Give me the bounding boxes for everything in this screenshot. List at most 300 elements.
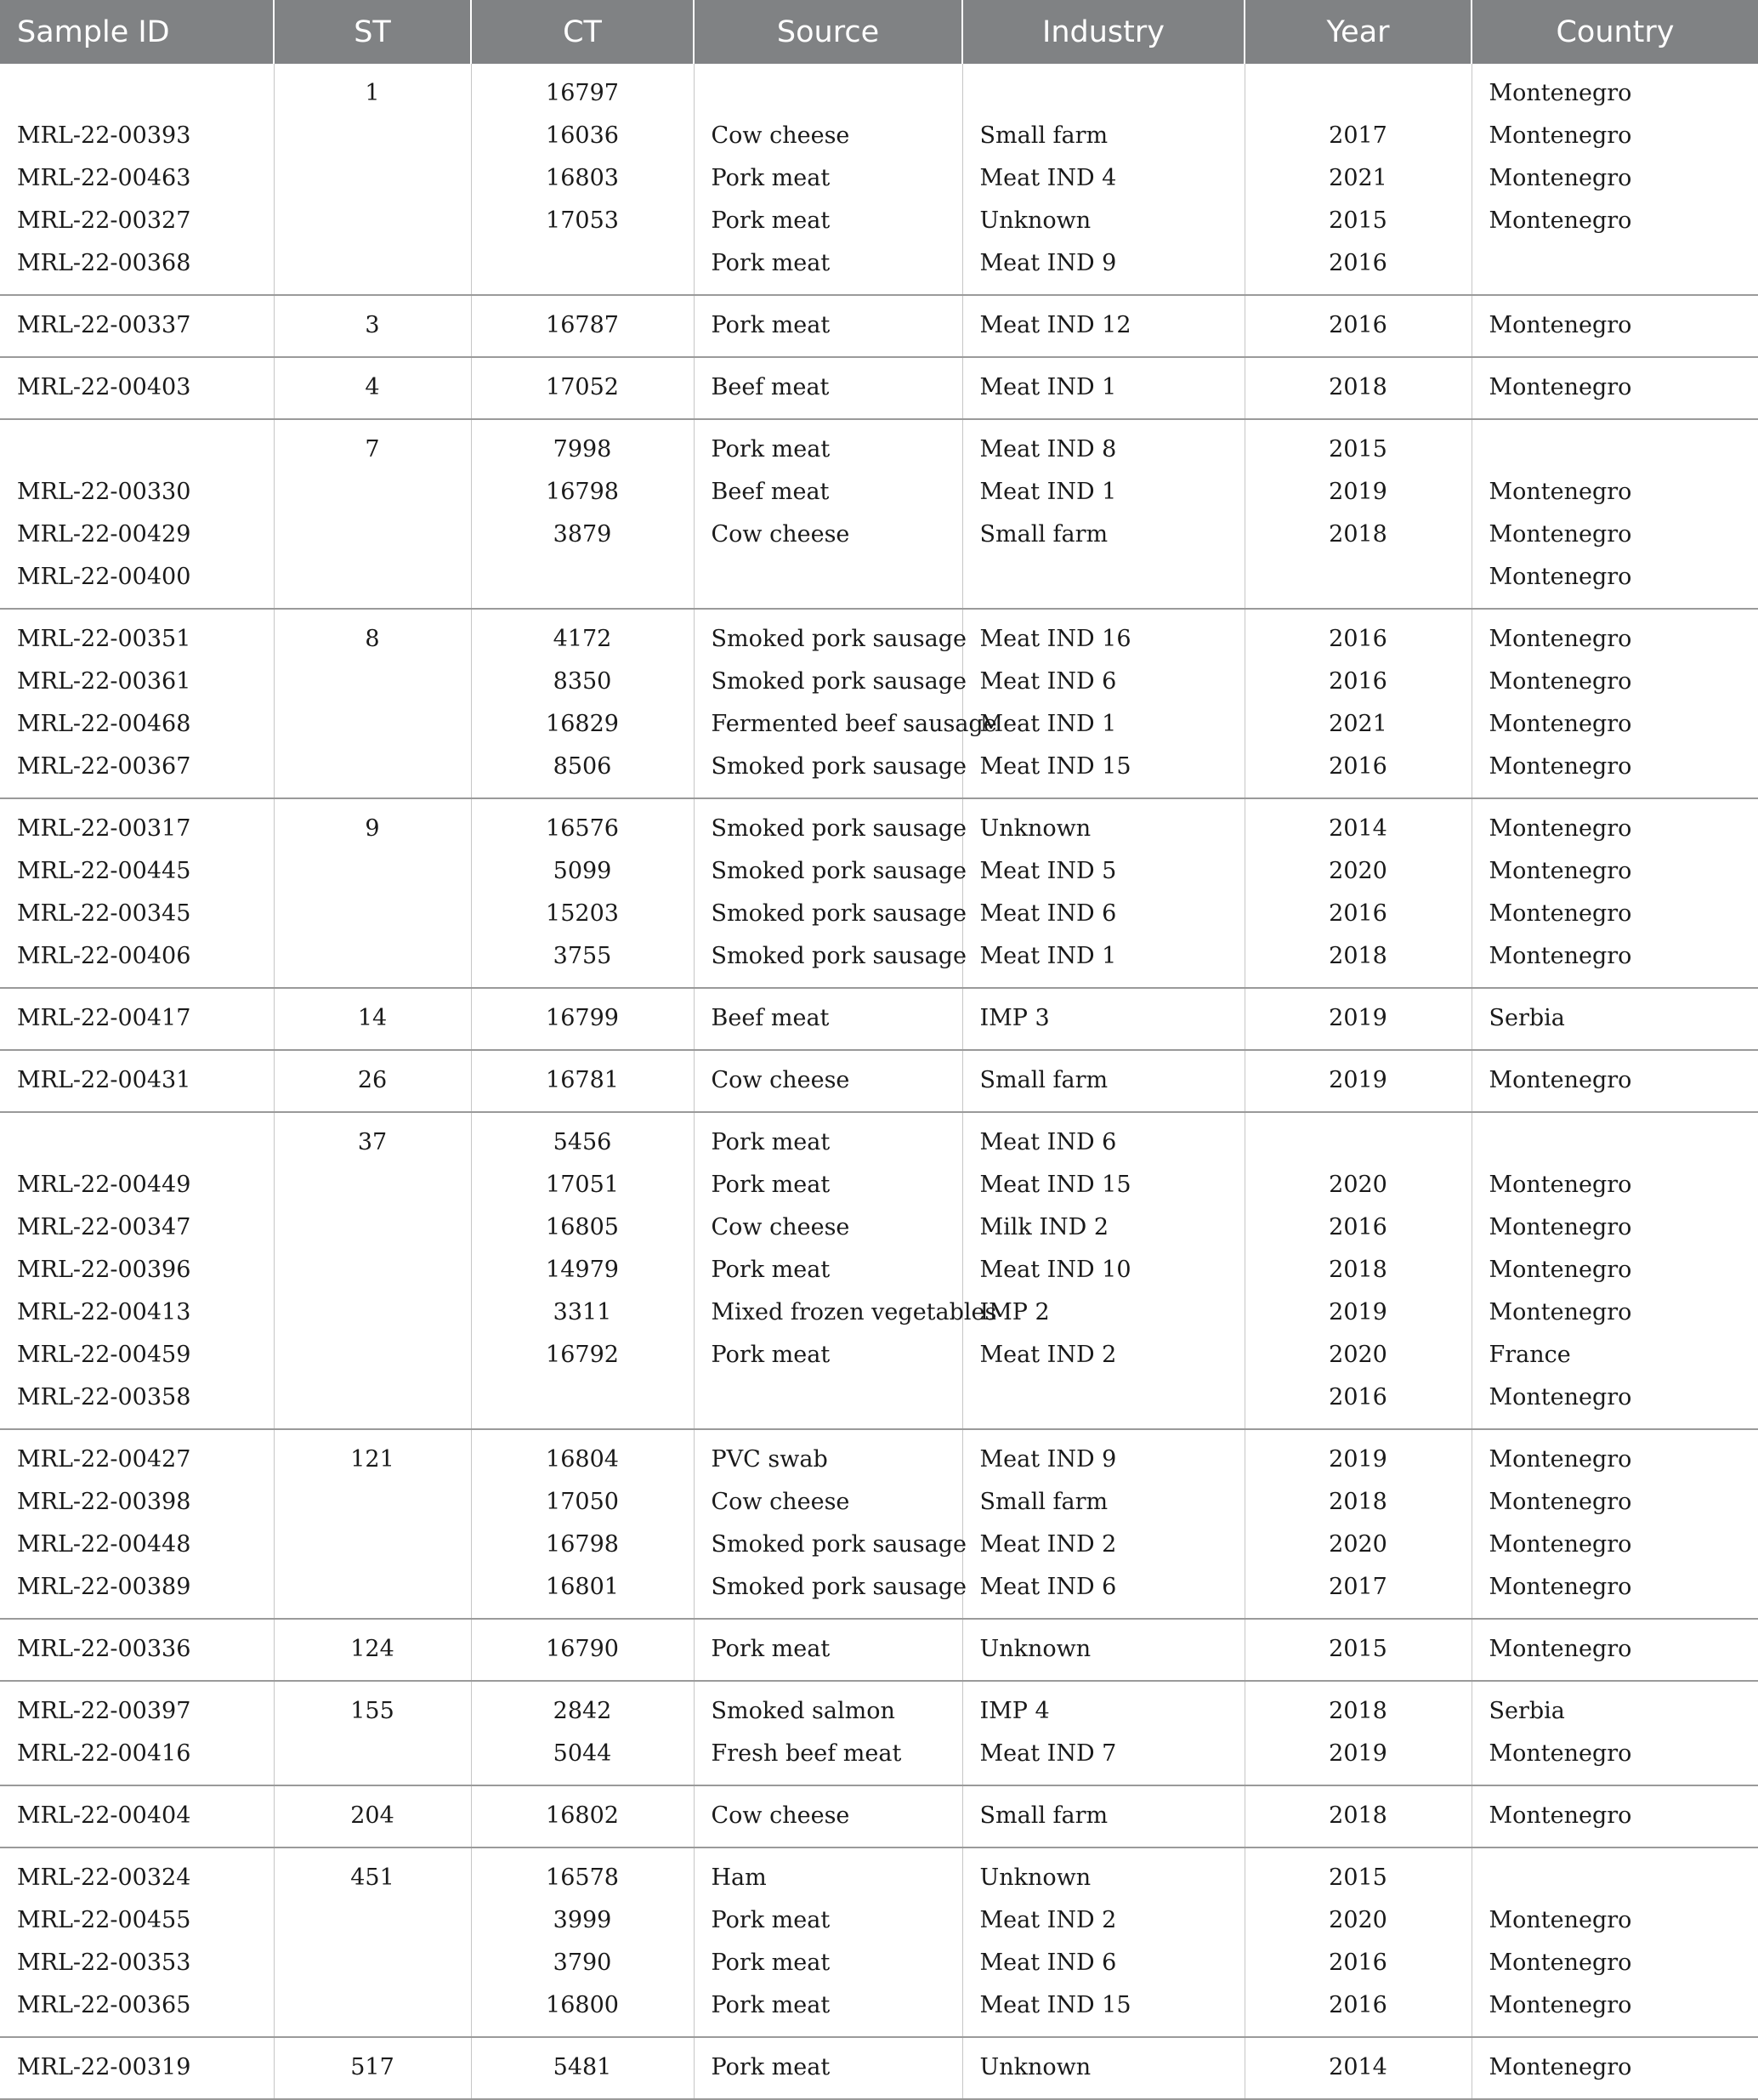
ct-cell: 8506 (471, 746, 694, 798)
year-cell: 2018 (1245, 1785, 1472, 1847)
table-row (0, 661, 1758, 703)
industry-cell: Unknown (962, 798, 1245, 850)
year-cell: 2018 (1245, 1249, 1472, 1291)
sample-id-cell: MRL-22-00445 (17, 858, 191, 884)
country-cell: Serbia (1472, 1681, 1758, 1733)
year-cell: 2020 (1245, 1334, 1472, 1376)
table-row (0, 1291, 1758, 1334)
header-ct: CT (471, 0, 694, 64)
st-cell (274, 514, 471, 556)
ct-cell: 16798 (471, 471, 694, 514)
table-row (0, 295, 1758, 357)
ct-cell: 17050 (471, 1481, 694, 1524)
industry-cell: Meat IND 7 (962, 1733, 1245, 1785)
ct-cell: 16578 (471, 1847, 694, 1899)
ct-cell: 16790 (471, 1619, 694, 1681)
sample-id-cell: MRL-22-00468 (17, 711, 191, 737)
source-cell: Pork meat (694, 1334, 962, 1376)
year-cell: 2016 (1245, 1206, 1472, 1249)
country-cell: Montenegro (1472, 703, 1758, 746)
year-cell: 2019 (1245, 1050, 1472, 1112)
year-cell: 2017 (1245, 1566, 1472, 1619)
sample-id-cell: MRL-22-00398 (17, 1489, 191, 1515)
sample-id-cell: MRL-22-00353 (17, 1950, 191, 1976)
country-cell: Montenegro (1472, 609, 1758, 661)
st-cell (274, 157, 471, 200)
ct-cell: 15203 (471, 893, 694, 935)
sample-id-cell (0, 64, 274, 115)
sample-id-cell: MRL-22-00459 (17, 1342, 191, 1368)
year-cell: 2015 (1245, 200, 1472, 242)
source-cell: Fresh beef meat (694, 1733, 962, 1785)
source-cell: Cow cheese (694, 1050, 962, 1112)
country-cell: Montenegro (1472, 1206, 1758, 1249)
sample-id-cell: MRL-22-00337 (0, 295, 274, 357)
st-cell: 155 (274, 1681, 471, 1733)
industry-cell: Meat IND 1 (962, 471, 1245, 514)
ct-cell: 3311 (471, 1291, 694, 1334)
st-cell: 9 (274, 798, 471, 850)
ct-cell: 17053 (471, 200, 694, 242)
st-cell (274, 893, 471, 935)
country-cell: Montenegro (1472, 1984, 1758, 2037)
st-cell: 7 (274, 419, 471, 471)
st-cell (274, 242, 471, 295)
year-cell: 2020 (1245, 1524, 1472, 1566)
year-cell: 2016 (1245, 609, 1472, 661)
table-body (0, 64, 1758, 2099)
sample-id-cell: MRL-22-00413 (17, 1299, 191, 1325)
ct-cell: 3879 (471, 514, 694, 556)
source-cell: Pork meat (694, 295, 962, 357)
year-cell: 2019 (1245, 1733, 1472, 1785)
country-cell: Montenegro (1472, 556, 1758, 609)
country-cell (1472, 1847, 1758, 1899)
year-cell (1245, 1112, 1472, 1164)
table-row (0, 703, 1758, 746)
sample-id-cell: MRL-22-00400 (0, 556, 274, 609)
st-cell (274, 1733, 471, 1785)
sample-id-cell: MRL-22-00403 (0, 357, 274, 419)
source-cell: Smoked pork sausage (694, 893, 962, 935)
table-row (0, 893, 1758, 935)
ct-cell: 16787 (471, 295, 694, 357)
industry-cell: Meat IND 6 (962, 893, 1245, 935)
country-cell: Montenegro (1472, 1481, 1758, 1524)
industry-cell: Small farm (962, 1481, 1245, 1524)
ct-cell: 3790 (471, 1942, 694, 1984)
source-cell: PVC swab (694, 1429, 962, 1481)
source-cell: Pork meat (694, 419, 962, 471)
ct-cell: 16800 (471, 1984, 694, 2037)
ct-cell: 16804 (471, 1429, 694, 1481)
year-cell: 2019 (1245, 988, 1472, 1050)
country-cell: Montenegro (1472, 1733, 1758, 1785)
st-cell (274, 1164, 471, 1206)
ct-cell: 3999 (471, 1899, 694, 1942)
table-row (0, 514, 1758, 556)
country-cell: Montenegro (1472, 1524, 1758, 1566)
header-year: Year (1245, 0, 1472, 64)
table-row (0, 1984, 1758, 2037)
ct-cell: 17051 (471, 1164, 694, 1206)
source-cell: Pork meat (694, 1249, 962, 1291)
industry-cell: Meat IND 15 (962, 1984, 1245, 2037)
ct-cell: 2842 (471, 1681, 694, 1733)
industry-cell: Meat IND 6 (962, 1942, 1245, 1984)
sample-id-cell: MRL-22-00330 (17, 479, 191, 505)
st-cell: 37 (274, 1112, 471, 1164)
st-cell (274, 1942, 471, 1984)
country-cell: Montenegro (1472, 1785, 1758, 1847)
sample-id-cell: MRL-22-00406 (0, 935, 274, 988)
year-cell: 2020 (1245, 1899, 1472, 1942)
year-cell (1245, 64, 1472, 115)
source-cell: Fermented beef sausage (694, 703, 962, 746)
st-cell: 517 (274, 2037, 471, 2099)
table-row (0, 988, 1758, 1050)
table-row (0, 1376, 1758, 1429)
ct-cell (471, 556, 694, 609)
st-cell: 4 (274, 357, 471, 419)
st-cell: 204 (274, 1785, 471, 1847)
source-cell: Pork meat (694, 1619, 962, 1681)
industry-cell: Meat IND 8 (962, 419, 1245, 471)
sample-id-cell: MRL-22-00347 (17, 1214, 191, 1240)
industry-cell: Meat IND 9 (962, 242, 1245, 295)
country-cell: Montenegro (1472, 357, 1758, 419)
st-cell: 124 (274, 1619, 471, 1681)
st-cell: 121 (274, 1429, 471, 1481)
header-sample-id: Sample ID (0, 0, 274, 64)
table-row (0, 115, 1758, 157)
ct-cell: 16829 (471, 703, 694, 746)
industry-cell: Meat IND 2 (962, 1524, 1245, 1566)
country-cell: Montenegro (1472, 295, 1758, 357)
industry-cell: Small farm (962, 1050, 1245, 1112)
source-cell: Cow cheese (694, 514, 962, 556)
table-row (0, 1481, 1758, 1524)
sample-id-cell: MRL-22-00327 (17, 207, 191, 234)
industry-cell: Unknown (962, 2037, 1245, 2099)
country-cell: Montenegro (1472, 1164, 1758, 1206)
industry-cell: Meat IND 6 (962, 1112, 1245, 1164)
table-row (0, 850, 1758, 893)
table-row (0, 1681, 1758, 1733)
country-cell (1472, 242, 1758, 295)
st-cell (274, 703, 471, 746)
industry-cell (962, 1376, 1245, 1429)
st-cell (274, 1249, 471, 1291)
sample-id-cell: MRL-22-00404 (0, 1785, 274, 1847)
industry-cell (962, 556, 1245, 609)
country-cell: Montenegro (1472, 1249, 1758, 1291)
source-cell: Cow cheese (694, 1206, 962, 1249)
industry-cell: Meat IND 6 (962, 1566, 1245, 1619)
table-row (0, 609, 1758, 661)
table-row (0, 1566, 1758, 1619)
year-cell: 2018 (1245, 514, 1472, 556)
country-cell: France (1472, 1334, 1758, 1376)
header-source: Source (694, 0, 962, 64)
country-cell: Montenegro (1472, 661, 1758, 703)
source-cell: Beef meat (694, 471, 962, 514)
ct-cell: 14979 (471, 1249, 694, 1291)
header-st: ST (274, 0, 471, 64)
country-cell: Montenegro (1472, 935, 1758, 988)
st-cell (274, 1566, 471, 1619)
source-cell: Smoked pork sausage (694, 1524, 962, 1566)
industry-cell: Meat IND 5 (962, 850, 1245, 893)
industry-cell: Meat IND 1 (962, 703, 1245, 746)
header-industry: Industry (962, 0, 1245, 64)
ct-cell: 16799 (471, 988, 694, 1050)
table-row (0, 242, 1758, 295)
year-cell: 2014 (1245, 2037, 1472, 2099)
industry-cell: Meat IND 1 (962, 935, 1245, 988)
sample-id-cell: MRL-22-00358 (0, 1376, 274, 1429)
year-cell: 2017 (1245, 115, 1472, 157)
year-cell: 2016 (1245, 1984, 1472, 2037)
year-cell (1245, 556, 1472, 609)
industry-cell: Meat IND 15 (962, 1164, 1245, 1206)
industry-cell: Unknown (962, 1847, 1245, 1899)
source-cell: Cow cheese (694, 115, 962, 157)
source-cell: Smoked pork sausage (694, 850, 962, 893)
industry-cell: Small farm (962, 1785, 1245, 1847)
st-cell (274, 1481, 471, 1524)
year-cell: 2018 (1245, 1681, 1472, 1733)
year-cell: 2021 (1245, 703, 1472, 746)
table-row (0, 1249, 1758, 1291)
sample-id-cell: MRL-22-00336 (0, 1619, 274, 1681)
year-cell: 2016 (1245, 746, 1472, 798)
source-cell: Pork meat (694, 1984, 962, 2037)
source-cell: Pork meat (694, 242, 962, 295)
st-cell (274, 556, 471, 609)
source-cell: Cow cheese (694, 1481, 962, 1524)
industry-cell: Milk IND 2 (962, 1206, 1245, 1249)
source-cell (694, 1376, 962, 1429)
source-cell: Pork meat (694, 157, 962, 200)
st-cell (274, 661, 471, 703)
source-cell: Smoked pork sausage (694, 609, 962, 661)
ct-cell: 5099 (471, 850, 694, 893)
sample-id-cell: MRL-22-00351 (17, 626, 191, 652)
ct-cell: 3755 (471, 935, 694, 988)
sample-id-cell: MRL-22-00365 (0, 1984, 274, 2037)
country-cell (1472, 1112, 1758, 1164)
year-cell: 2019 (1245, 1291, 1472, 1334)
year-cell: 2016 (1245, 893, 1472, 935)
source-cell: Smoked pork sausage (694, 935, 962, 988)
table-row (0, 746, 1758, 798)
source-cell (694, 556, 962, 609)
ct-cell: 17052 (471, 357, 694, 419)
source-cell: Beef meat (694, 357, 962, 419)
industry-cell: Unknown (962, 1619, 1245, 1681)
country-cell: Montenegro (1472, 746, 1758, 798)
sample-id-cell (0, 419, 274, 471)
st-cell (274, 1291, 471, 1334)
ct-cell: 16798 (471, 1524, 694, 1566)
country-cell: Montenegro (1472, 64, 1758, 115)
sample-id-cell: MRL-22-00317 (17, 815, 191, 842)
source-cell (694, 64, 962, 115)
country-cell: Montenegro (1472, 471, 1758, 514)
st-cell (274, 1376, 471, 1429)
year-cell: 2016 (1245, 242, 1472, 295)
country-cell: Montenegro (1472, 1429, 1758, 1481)
sample-id-cell: MRL-22-00416 (0, 1733, 274, 1785)
industry-cell: Meat IND 10 (962, 1249, 1245, 1291)
ct-cell: 16792 (471, 1334, 694, 1376)
country-cell: Montenegro (1472, 2037, 1758, 2099)
table-row (0, 935, 1758, 988)
sample-id-cell: MRL-22-00448 (17, 1531, 191, 1558)
sample-id-cell: MRL-22-00345 (17, 900, 191, 927)
sample-id-cell: MRL-22-00417 (0, 988, 274, 1050)
header-country: Country (1472, 0, 1758, 64)
country-cell: Montenegro (1472, 1619, 1758, 1681)
st-cell (274, 115, 471, 157)
sample-id-cell: MRL-22-00431 (0, 1050, 274, 1112)
country-cell: Montenegro (1472, 1050, 1758, 1112)
table-row (0, 1050, 1758, 1112)
year-cell: 2020 (1245, 850, 1472, 893)
industry-cell: Meat IND 2 (962, 1334, 1245, 1376)
industry-cell: Meat IND 4 (962, 157, 1245, 200)
st-cell (274, 850, 471, 893)
sample-id-cell: MRL-22-00367 (0, 746, 274, 798)
ct-cell: 16797 (471, 64, 694, 115)
country-cell: Montenegro (1472, 798, 1758, 850)
table-row (0, 556, 1758, 609)
industry-cell: Small farm (962, 115, 1245, 157)
sample-id-cell: MRL-22-00393 (17, 122, 191, 149)
ct-cell: 16781 (471, 1050, 694, 1112)
industry-cell: IMP 3 (962, 988, 1245, 1050)
table-row (0, 1785, 1758, 1847)
st-cell: 3 (274, 295, 471, 357)
country-cell: Serbia (1472, 988, 1758, 1050)
country-cell: Montenegro (1472, 1942, 1758, 1984)
table-row (0, 1619, 1758, 1681)
source-cell: Smoked pork sausage (694, 746, 962, 798)
table-row (0, 471, 1758, 514)
industry-cell: Meat IND 16 (962, 609, 1245, 661)
source-cell: Pork meat (694, 1899, 962, 1942)
ct-cell: 16036 (471, 115, 694, 157)
st-cell (274, 1984, 471, 2037)
st-cell: 26 (274, 1050, 471, 1112)
ct-cell: 5456 (471, 1112, 694, 1164)
country-cell: Montenegro (1472, 893, 1758, 935)
ct-cell: 16576 (471, 798, 694, 850)
sample-id-cell: MRL-22-00319 (0, 2037, 274, 2099)
st-cell (274, 1334, 471, 1376)
source-cell: Cow cheese (694, 1785, 962, 1847)
table-row (0, 200, 1758, 242)
source-cell: Pork meat (694, 2037, 962, 2099)
source-cell: Pork meat (694, 200, 962, 242)
ct-cell: 16801 (471, 1566, 694, 1619)
source-cell: Smoked pork sausage (694, 1566, 962, 1619)
ct-cell: 16802 (471, 1785, 694, 1847)
country-cell: Montenegro (1472, 1291, 1758, 1334)
country-cell: Montenegro (1472, 1899, 1758, 1942)
country-cell: Montenegro (1472, 115, 1758, 157)
table-row (0, 2037, 1758, 2099)
year-cell: 2019 (1245, 1429, 1472, 1481)
table-row (0, 798, 1758, 850)
source-cell: Smoked pork sausage (694, 798, 962, 850)
st-cell (274, 200, 471, 242)
ct-cell: 16803 (471, 157, 694, 200)
st-cell: 451 (274, 1847, 471, 1899)
ct-cell: 5481 (471, 2037, 694, 2099)
table-row (0, 1942, 1758, 1984)
sample-id-cell (0, 1112, 274, 1164)
country-cell: Montenegro (1472, 850, 1758, 893)
year-cell: 2016 (1245, 661, 1472, 703)
year-cell: 2015 (1245, 419, 1472, 471)
sample-id-cell: MRL-22-00397 (17, 1698, 191, 1724)
industry-cell: IMP 2 (962, 1291, 1245, 1334)
st-cell (274, 471, 471, 514)
source-cell: Ham (694, 1847, 962, 1899)
country-cell: Montenegro (1472, 1566, 1758, 1619)
industry-cell: Small farm (962, 514, 1245, 556)
st-cell: 1 (274, 64, 471, 115)
year-cell: 2021 (1245, 157, 1472, 200)
sample-id-cell: MRL-22-00463 (17, 165, 191, 191)
ct-cell (471, 242, 694, 295)
industry-cell: Meat IND 1 (962, 357, 1245, 419)
industry-cell: Meat IND 12 (962, 295, 1245, 357)
year-cell: 2018 (1245, 357, 1472, 419)
country-cell: Montenegro (1472, 514, 1758, 556)
ct-cell: 5044 (471, 1733, 694, 1785)
industry-cell: Meat IND 9 (962, 1429, 1245, 1481)
country-cell: Montenegro (1472, 1376, 1758, 1429)
industry-cell: Meat IND 2 (962, 1899, 1245, 1942)
year-cell: 2015 (1245, 1619, 1472, 1681)
table-row (0, 1733, 1758, 1785)
country-cell: Montenegro (1472, 157, 1758, 200)
table-row (0, 1429, 1758, 1481)
table-row (0, 1334, 1758, 1376)
table-row (0, 1847, 1758, 1899)
sample-id-cell: MRL-22-00449 (17, 1172, 191, 1198)
source-cell: Pork meat (694, 1164, 962, 1206)
year-cell: 2019 (1245, 471, 1472, 514)
year-cell: 2014 (1245, 798, 1472, 850)
source-cell: Smoked salmon (694, 1681, 962, 1733)
header-row (0, 0, 1758, 64)
st-cell: 8 (274, 609, 471, 661)
year-cell: 2015 (1245, 1847, 1472, 1899)
sample-id-cell: MRL-22-00427 (17, 1446, 191, 1473)
st-cell (274, 1206, 471, 1249)
sample-id-cell: MRL-22-00429 (17, 521, 191, 548)
ct-cell: 4172 (471, 609, 694, 661)
table-row (0, 1112, 1758, 1164)
industry-cell (962, 64, 1245, 115)
country-cell (1472, 419, 1758, 471)
year-cell: 2016 (1245, 1942, 1472, 1984)
year-cell: 2018 (1245, 1481, 1472, 1524)
